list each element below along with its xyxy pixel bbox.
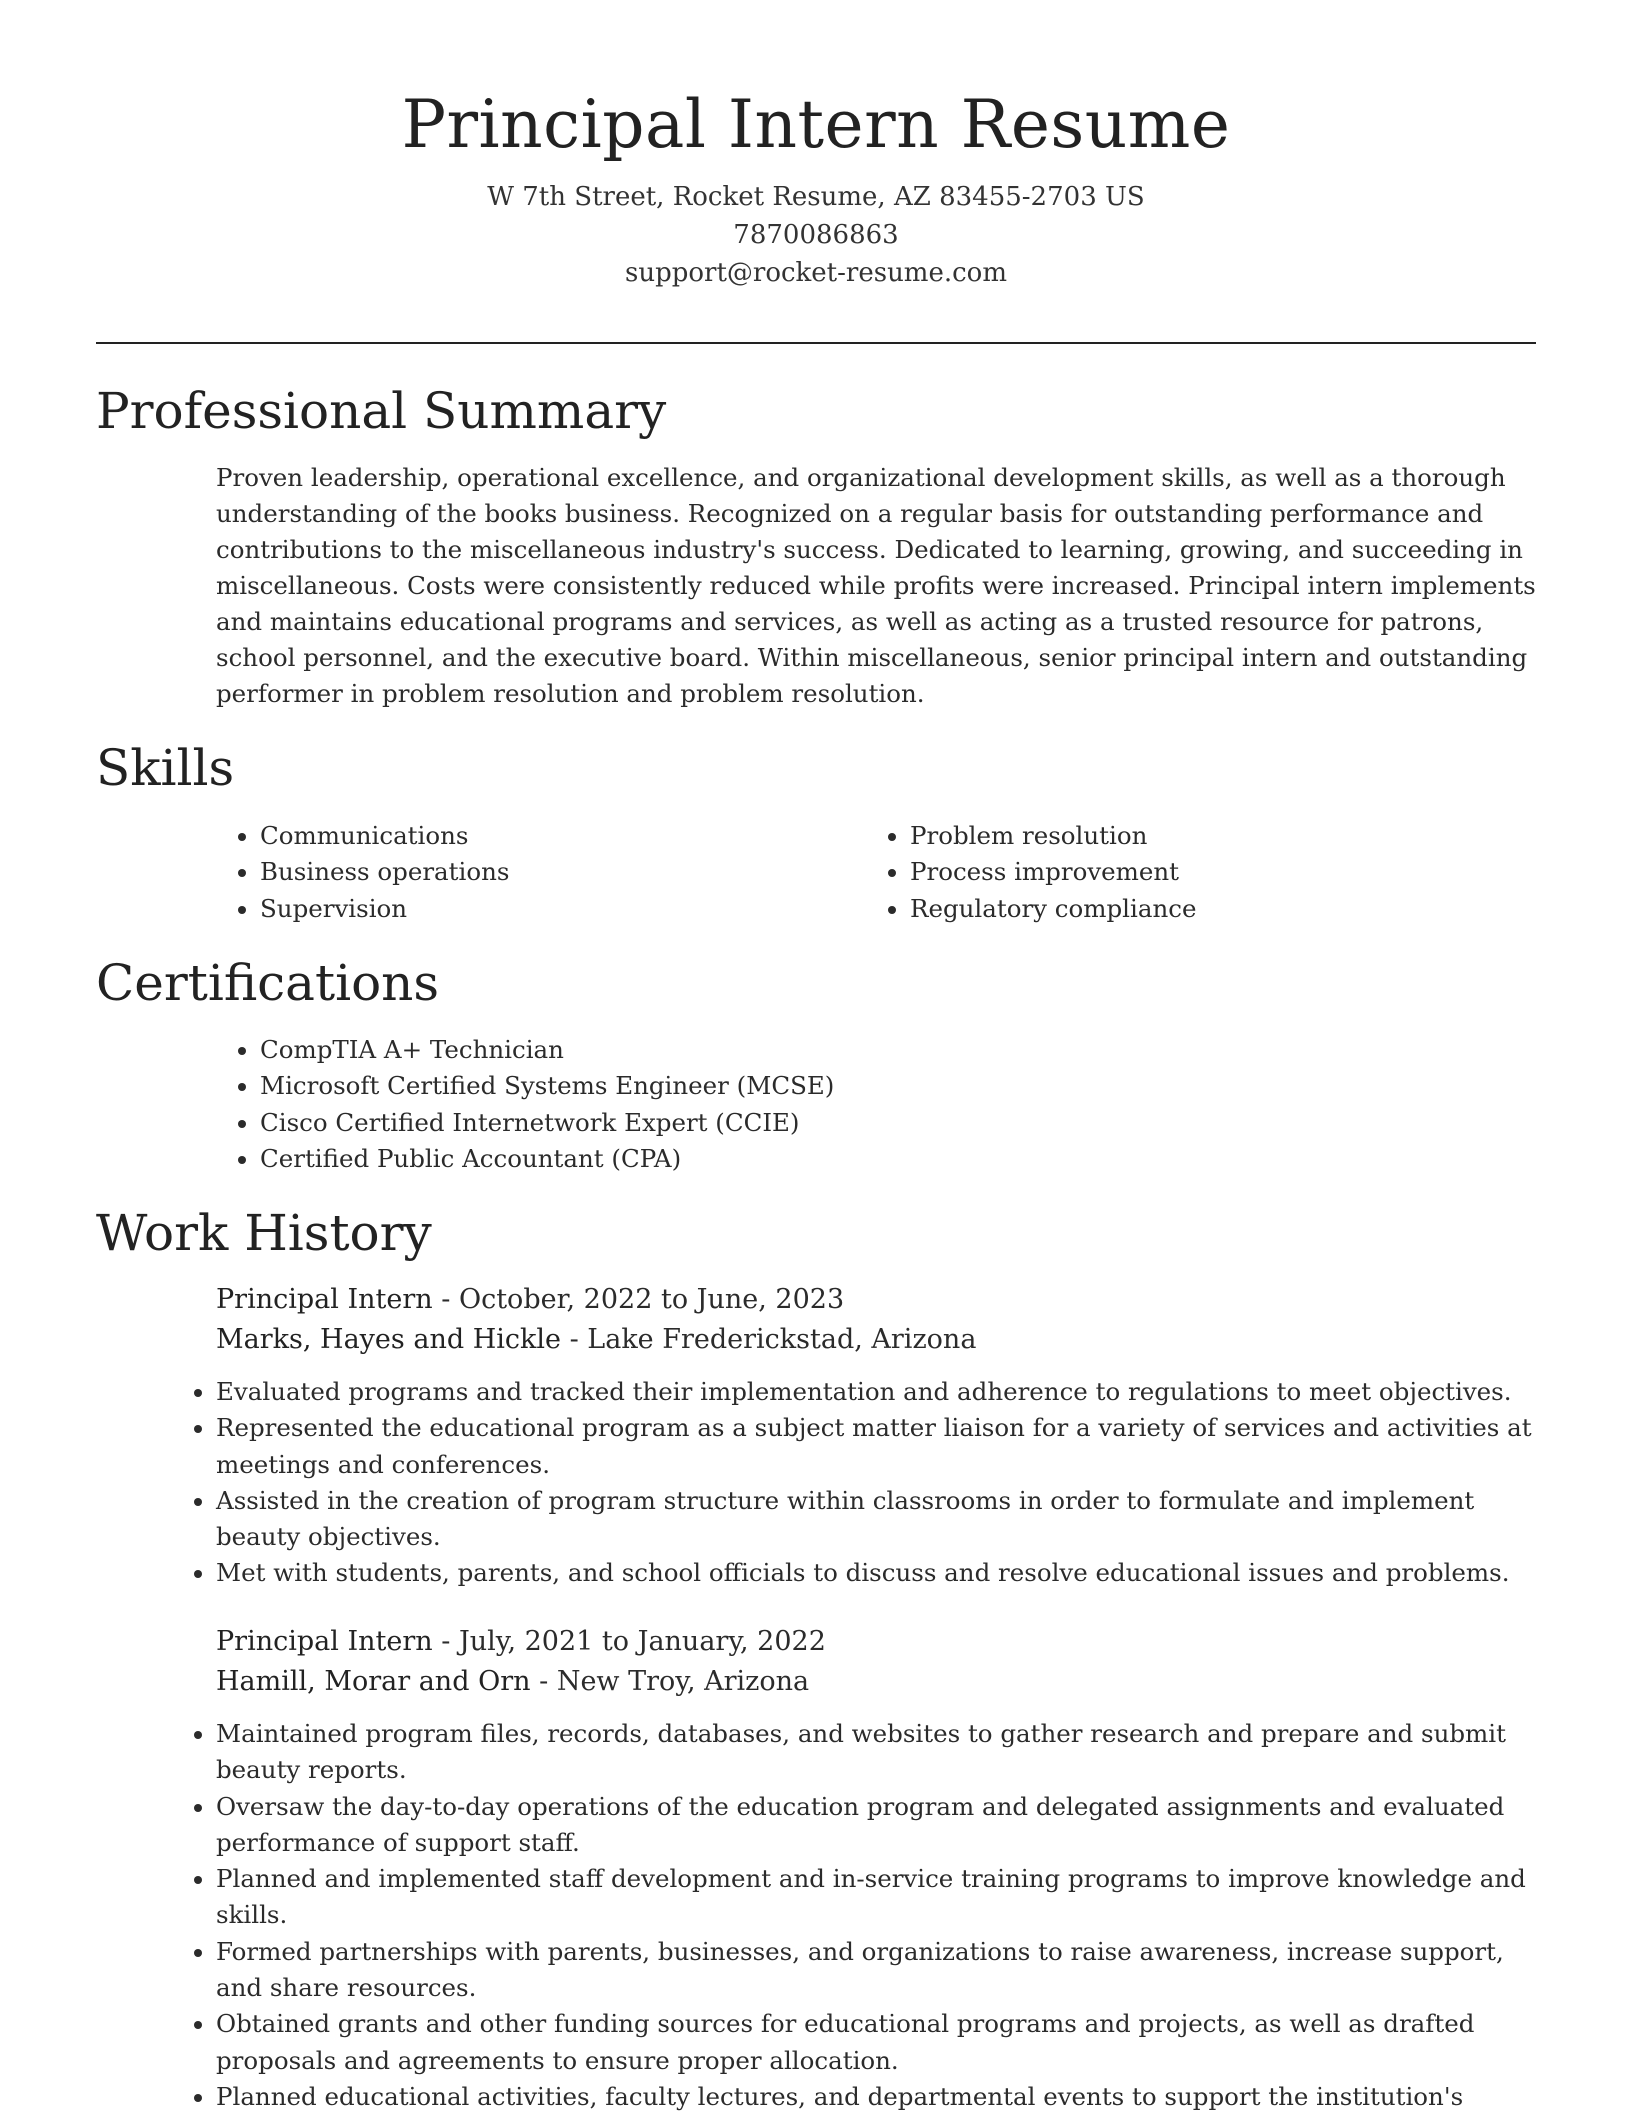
certifications-heading: Certifications [96,954,440,1012]
job-separator: - [441,1284,459,1315]
job-entry [216,1280,1536,1592]
job-duty-item: • Represented the educational program as a subject matter liaison for a variety of services and activities at meetings and conferences. [216,1410,1536,1483]
job-separator: - [441,1626,459,1657]
job-duty-item: • Assisted in the creation of program structure within classrooms in order to formulate and implement beauty objectives. [216,1483,1536,1556]
job-duty-item: • Met with students, parents, and school officials to discuss and resolve educational issues and problems. [216,1555,1536,1591]
job-company: Marks, Hayes and Hickle [216,1324,561,1355]
job-dates: October, 2022 to June, 2023 [458,1284,845,1315]
job-separator: - [539,1666,557,1697]
job-duty-item: • Planned and implemented staff development and in-service training programs to improve knowledge and skills. [216,1861,1536,1934]
job-duty-item: • Maintained program files, records, databases, and websites to gather research and prepare and submit beauty reports. [216,1716,1536,1789]
job-title-line [216,1622,1536,1662]
job-duty-item: • Formed partnerships with parents, businesses, and organizations to raise awareness, increase support, and share resources. [216,1934,1536,2007]
certification-item: • Cisco Certified Internetwork Expert (CCIE) [260,1105,1416,1141]
skill-item: • Process improvement [910,854,1466,890]
skill-item: • Business operations [260,854,816,890]
resume-title: Principal Intern Resume [401,86,1231,163]
job-role: Principal Intern [216,1626,433,1657]
summary-text: Proven leadership, operational excellence, and organizational development skills, as well as a thorough understanding of the books business. Recognized on a regular basis for outstanding performance and contributions to the miscellaneous industry's success. Dedicated to learning, growing, and succeeding in miscellaneous. Costs were consistently reduced while profits were increased. Principal intern implements and maintains educational programs and services, as well as acting as a trusted resource for patrons, school personnel, and the executive board. Within miscellaneous, senior principal intern and outstanding performer in problem resolution and problem resolution. [216,463,1536,708]
phone: 7870086863 [733,220,899,250]
job-title-line [216,1280,1536,1320]
job-location: Lake Frederickstad, Arizona [587,1324,977,1355]
job-duty-item: • Evaluated programs and tracked their implementation and adherence to regulations to meet objectives. [216,1374,1536,1410]
skill-item: • Supervision [260,891,816,927]
job-entry [216,1622,1536,2115]
work-history-heading: Work History [96,1204,432,1262]
skills-column-left [216,818,816,927]
job-duty-item: • Oversaw the day-to-day operations of the education program and delegated assignments and evaluated performance of support staff. [216,1789,1536,1862]
job-duty-item: • Planned educational activities, faculty lectures, and departmental events to support the institution's [216,2079,1536,2115]
certification-item: • CompTIA A+ Technician [260,1032,1416,1068]
skills-column-right [866,818,1466,927]
resume-header [96,80,1536,292]
certification-item: • Microsoft Certified Systems Engineer (MCSE) [260,1068,1416,1104]
job-dates: July, 2021 to January, 2022 [458,1626,826,1657]
certification-item: • Certified Public Accountant (CPA) [260,1141,1416,1177]
job-company-line [216,1320,1536,1360]
job-company: Hamill, Morar and Orn [216,1666,531,1697]
job-company-line [216,1662,1536,1702]
header-divider [96,342,1536,344]
skill-item: • Communications [260,818,816,854]
job-separator: - [569,1324,588,1355]
skill-item: • Regulatory compliance [910,891,1466,927]
certifications-list [216,1032,1416,1177]
skills-heading: Skills [96,739,235,797]
job-location: New Troy, Arizona [556,1666,810,1697]
skill-item: • Problem resolution [910,818,1466,854]
address: W 7th Street, Rocket Resume, AZ 83455-2703 US [487,182,1145,212]
job-duties [172,1374,1536,1592]
job-duty-item: • Obtained grants and other funding sources for educational programs and projects, as well as drafted proposals and agreements to ensure proper allocation. [216,2006,1536,2079]
email: support@rocket-resume.com [624,258,1007,288]
contact-info [96,178,1536,292]
job-duties [172,1716,1536,2115]
summary-heading: Professional Summary [96,382,667,440]
job-role: Principal Intern [216,1284,433,1315]
